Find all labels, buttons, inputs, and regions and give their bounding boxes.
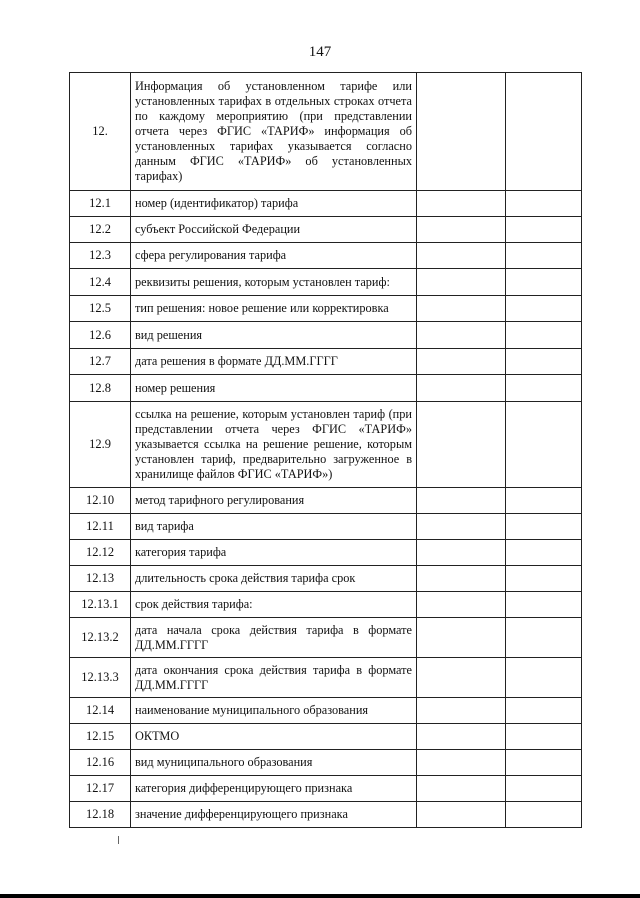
table-row: [70, 698, 582, 724]
empty-cell: [506, 191, 582, 217]
table-row: [70, 618, 582, 658]
empty-cell: [506, 322, 582, 349]
row-number: 12.6: [70, 322, 131, 349]
table-row: [70, 658, 582, 698]
empty-cell: [417, 296, 506, 322]
empty-cell: [506, 217, 582, 243]
row-number: 12.13.3: [70, 658, 131, 698]
row-number: 12.15: [70, 724, 131, 750]
empty-cell: [417, 73, 506, 191]
empty-cell: [417, 488, 506, 514]
table-row: [70, 73, 582, 191]
row-number: 12.7: [70, 349, 131, 375]
row-number: 12.14: [70, 698, 131, 724]
empty-cell: [417, 191, 506, 217]
empty-cell: [506, 802, 582, 828]
row-description: дата окончания срока действия тарифа в формате ДД.ММ.ГГГГ: [131, 658, 417, 698]
row-description: длительность срока действия тарифа срок: [131, 566, 417, 592]
table-row: [70, 296, 582, 322]
row-number: 12.10: [70, 488, 131, 514]
empty-cell: [506, 375, 582, 402]
row-number: 12.13.2: [70, 618, 131, 658]
row-number: 12.12: [70, 540, 131, 566]
row-description: категория дифференцирующего признака: [131, 776, 417, 802]
empty-cell: [417, 658, 506, 698]
row-number: 12.16: [70, 750, 131, 776]
empty-cell: [506, 514, 582, 540]
empty-cell: [506, 402, 582, 488]
row-description: срок действия тарифа:: [131, 592, 417, 618]
table-row: [70, 514, 582, 540]
row-number: 12.8: [70, 375, 131, 402]
row-description: сфера регулирования тарифа: [131, 243, 417, 269]
row-description: метод тарифного регулирования: [131, 488, 417, 514]
table-row: [70, 750, 582, 776]
table-row: [70, 269, 582, 296]
table-row: [70, 322, 582, 349]
table-row: [70, 566, 582, 592]
row-description: реквизиты решения, которым установлен тариф:: [131, 269, 417, 296]
table-row: [70, 776, 582, 802]
empty-cell: [506, 750, 582, 776]
empty-cell: [417, 698, 506, 724]
row-description: значение дифференцирующего признака: [131, 802, 417, 828]
row-description: дата начала срока действия тарифа в формате ДД.ММ.ГГГГ: [131, 618, 417, 658]
empty-cell: [417, 618, 506, 658]
row-description: номер (идентификатор) тарифа: [131, 191, 417, 217]
empty-cell: [417, 750, 506, 776]
table-row: [70, 724, 582, 750]
empty-cell: [417, 402, 506, 488]
row-number: 12.13: [70, 566, 131, 592]
row-number: 12.11: [70, 514, 131, 540]
empty-cell: [506, 698, 582, 724]
table-row: [70, 540, 582, 566]
row-number: 12.17: [70, 776, 131, 802]
empty-cell: [506, 540, 582, 566]
row-number: 12.2: [70, 217, 131, 243]
table-row: [70, 488, 582, 514]
row-number: 12.3: [70, 243, 131, 269]
row-number: 12.: [70, 73, 131, 191]
page-number: 147: [308, 44, 332, 60]
empty-cell: [506, 592, 582, 618]
empty-cell: [417, 724, 506, 750]
row-number: 12.4: [70, 269, 131, 296]
row-description: вид муниципального образования: [131, 750, 417, 776]
row-description: категория тарифа: [131, 540, 417, 566]
empty-cell: [417, 540, 506, 566]
table-row: [70, 191, 582, 217]
table-row: [70, 243, 582, 269]
table-row: [70, 402, 582, 488]
table-row: [70, 349, 582, 375]
row-description: ОКТМО: [131, 724, 417, 750]
row-description: наименование муниципального образования: [131, 698, 417, 724]
row-description: Информация об установленном тарифе или установленных тарифах в отдельных строках отчета по каждому мероприятию (при представлении отчета через ФГИС «ТАРИФ» информация об установленных тарифах указывается согласно данным ФГИС «ТАРИФ» об установленных тарифах): [131, 73, 417, 191]
empty-cell: [506, 658, 582, 698]
empty-cell: [506, 724, 582, 750]
row-description: субъект Российской Федерации: [131, 217, 417, 243]
row-description: ссылка на решение, которым установлен тариф (при представлении отчета через ФГИС «ТАРИФ» указывается ссылка на решение решение, которым установлен тариф, предварительно загруженное в хранилище файлов ФГИС «ТАРИФ»): [131, 402, 417, 488]
scan-speck: [118, 836, 119, 844]
empty-cell: [506, 243, 582, 269]
empty-cell: [417, 802, 506, 828]
table-row: [70, 217, 582, 243]
empty-cell: [417, 269, 506, 296]
empty-cell: [417, 514, 506, 540]
table-row: [70, 375, 582, 402]
empty-cell: [417, 592, 506, 618]
table-row: [70, 592, 582, 618]
empty-cell: [506, 566, 582, 592]
empty-cell: [506, 73, 582, 191]
empty-cell: [417, 566, 506, 592]
row-description: тип решения: новое решение или корректировка: [131, 296, 417, 322]
scan-bottom-edge: [0, 894, 640, 898]
empty-cell: [506, 349, 582, 375]
empty-cell: [417, 322, 506, 349]
row-number: 12.13.1: [70, 592, 131, 618]
row-number: 12.1: [70, 191, 131, 217]
row-number: 12.18: [70, 802, 131, 828]
row-description: номер решения: [131, 375, 417, 402]
empty-cell: [506, 776, 582, 802]
empty-cell: [417, 776, 506, 802]
row-description: дата решения в формате ДД.ММ.ГГГГ: [131, 349, 417, 375]
empty-cell: [506, 488, 582, 514]
report-fields-table: [69, 72, 582, 828]
empty-cell: [417, 375, 506, 402]
empty-cell: [417, 243, 506, 269]
empty-cell: [506, 269, 582, 296]
row-description: вид решения: [131, 322, 417, 349]
row-number: 12.5: [70, 296, 131, 322]
empty-cell: [417, 349, 506, 375]
table-row: [70, 802, 582, 828]
row-description: вид тарифа: [131, 514, 417, 540]
empty-cell: [506, 296, 582, 322]
empty-cell: [417, 217, 506, 243]
empty-cell: [506, 618, 582, 658]
row-number: 12.9: [70, 402, 131, 488]
